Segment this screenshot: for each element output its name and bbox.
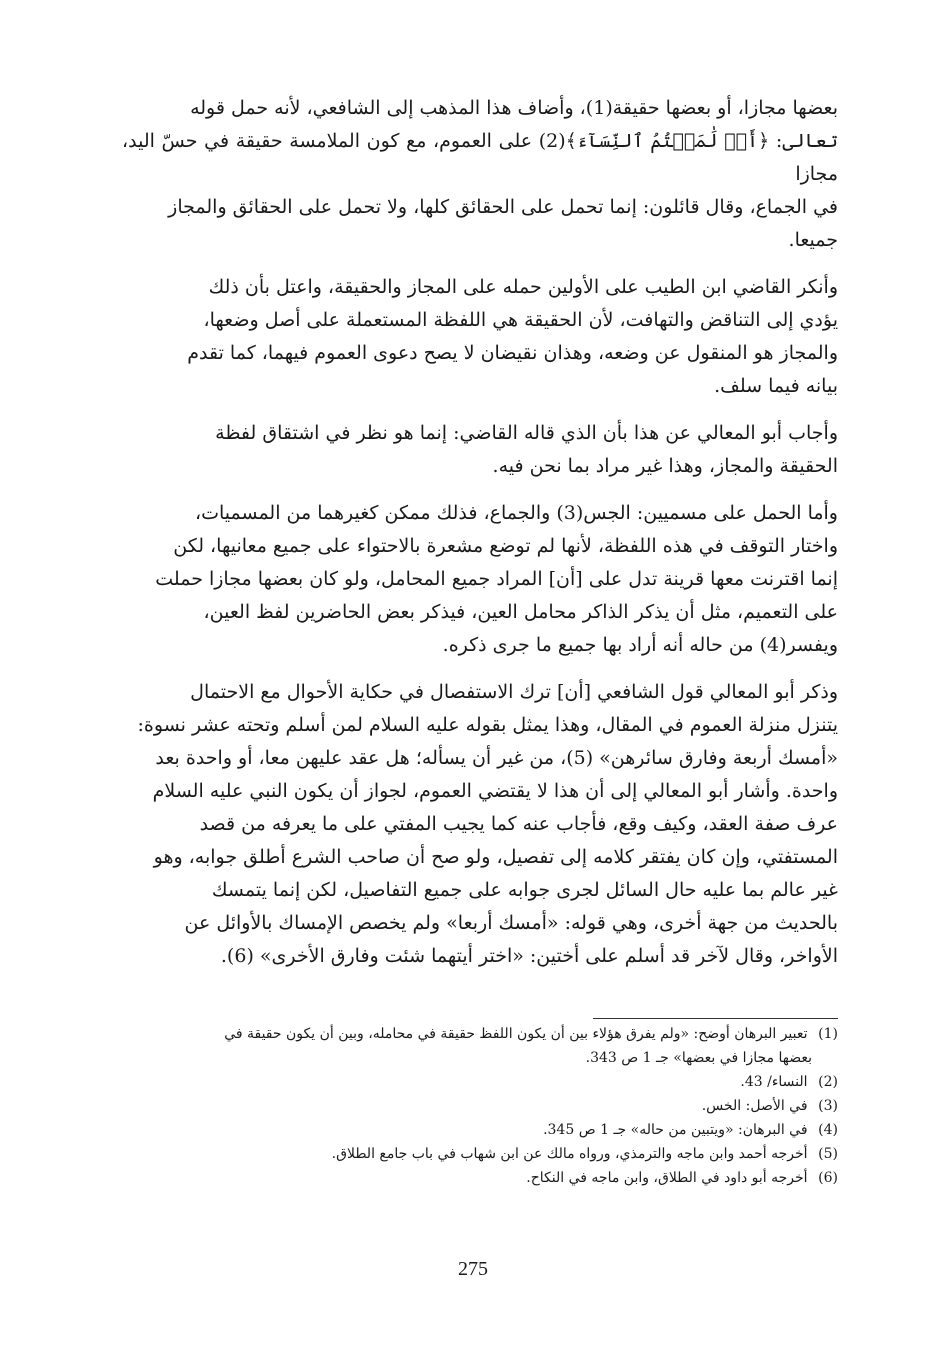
text-line: بعضها مجازا، أو بعضها حقيقة(1)، وأضاف هذا المذهب إلى الشافعي، لأنه حمل قوله (190, 97, 838, 119)
text-line: ويفسر(4) من حاله أنه أراد بها جميع ما جرى ذكره. (442, 634, 838, 656)
footnote-number: (6) (818, 1170, 838, 1186)
footnote-6 (122, 1166, 838, 1190)
page-number: 275 (458, 1258, 488, 1280)
footnote-3 (122, 1094, 838, 1118)
footnote-number: (4) (818, 1122, 838, 1138)
footnote-text: أخرجه أحمد وابن ماجه والترمذي، ورواه مالك عن ابن شهاب في باب جامع الطلاق. (331, 1146, 808, 1162)
text-line: المستفتي، وإن كان يفتقر كلامه إلى تفصيل، ولو صح أن صاحب الشرع أطلق جوابه، وهو (153, 846, 838, 868)
paragraph-5 (122, 676, 838, 973)
text-line: واحدة. وأشار أبو المعالي إلى أن هذا لا يقتضي العموم، لجواز أن يكون النبي عليه السلام (152, 780, 838, 802)
text-line: يتنزل منزلة العموم في المقال، وهذا يمثل بقوله عليه السلام لمن أسلم وتحته عشر نسوة: (137, 714, 838, 736)
text-line: غير عالم بما عليه حال السائل لجرى جوابه على جميع التفاصيل، لكن إنما يتمسك (211, 879, 838, 901)
footnote-number: (5) (818, 1146, 838, 1162)
footnote-number: (3) (818, 1098, 838, 1114)
text-line: بالحديث من جهة أخرى، وهي قوله: «أمسك أربعا» ولم يخصص الإمساك بالأوائل عن (184, 912, 838, 934)
text-line: عرف صفة العقد، وكيف وقع، فأجاب عنه كما يجيب المفتي على ما يعرفه من قصد (199, 813, 838, 835)
footnote-1 (122, 1022, 838, 1070)
footnote-divider (593, 1018, 838, 1019)
text-line: يؤدي إلى التناقض والتهافت، لأن الحقيقة هي اللفظة المستعملة على أصل وضعها، (203, 309, 838, 331)
footnote-2 (122, 1070, 838, 1094)
text-line: واختار التوقف في هذه اللفظة، لأنها لم توضع مشعرة بالاحتواء على جميع معانيها، لكن (173, 535, 838, 557)
text-line: الأواخر، وقال لآخر قد أسلم على أختين: «اختر أيتهما شئت وفارق الأخرى» (6). (220, 945, 838, 967)
text-line: في الجماع، وقال قائلون: إنما تحمل على الحقائق كلها، ولا تحمل على الحقائق والمجاز (168, 196, 838, 218)
paragraph-3 (122, 417, 838, 483)
footnote-text: في الأصل: الخس. (701, 1098, 808, 1114)
paragraph-2 (122, 271, 838, 403)
text-line: جميعا. (788, 229, 838, 251)
text-line: «أمسك أربعة وفارق سائرهن» (5)، من غير أن يسأله؛ هل عقد عليهن معا، أو واحدة بعد (155, 747, 838, 769)
footnote-number: (2) (818, 1074, 838, 1090)
footnote-5 (122, 1142, 838, 1166)
footnote-text: أخرجه أبو داود في الطلاق، وابن ماجه في النكاح. (526, 1170, 808, 1186)
paragraph-1 (122, 92, 838, 257)
text-line: وأما الحمل على مسميين: الجس(3) والجماع، فذلك ممكن كغيرهما من المسميات، (194, 502, 838, 524)
text-line: بيانه فيما سلف. (714, 375, 838, 397)
text-line: والمجاز هو المنقول عن وضعه، وهذان نقيضان لا يصح دعوى العموم فيهما، كما تقدم (187, 342, 838, 364)
main-text (122, 92, 838, 987)
paragraph-4 (122, 497, 838, 662)
text-line: وذكر أبو المعالي قول الشافعي [أن] ترك الاستفصال في حكاية الأحوال مع الاحتمال (190, 681, 838, 703)
text-line: تعالى: ﴿أَوۡ لَٰمَسۡتُمُ ٱلنِّسَآءَ﴾(2) على العموم، مع كون الملامسة حقيقة في حسّ اليد، مجازا (122, 130, 838, 185)
footnote-4 (122, 1118, 838, 1142)
text-line: على التعميم، مثل أن يذكر الذاكر محامل العين، فيذكر بعض الحاضرين لفظ العين، (203, 601, 838, 623)
text-line: وأجاب أبو المعالي عن هذا بأن الذي قاله القاضي: إنما هو نظر في اشتقاق لفظة (215, 422, 838, 444)
text-line: الحقيقة والمجاز، وهذا غير مراد بما نحن فيه. (492, 455, 838, 477)
footnote-text: في البرهان: «ويتبين من حاله» جـ 1 ص 345. (543, 1122, 808, 1138)
footnote-text: تعبير البرهان أوضح: «ولم يفرق هؤلاء بين أن يكون اللفظ حقيقة في محامله، وبين أن يكون حقيقة في (224, 1026, 808, 1042)
footnote-number: (1) (818, 1026, 838, 1042)
text-line: إنما اقترنت معها قرينة تدل على [أن] المراد جميع المحامل، ولو كان بعضها مجازا حملت (155, 568, 838, 590)
footnotes (122, 1022, 838, 1190)
text-line: وأنكر القاضي ابن الطيب على الأولين حمله على المجاز والحقيقة، واعتل بأن ذلك (208, 276, 838, 298)
footnote-text: النساء/ 43. (740, 1074, 808, 1090)
footnote-text-continued: بعضها مجازا في بعضها» جـ 1 ص 343. (585, 1050, 812, 1066)
